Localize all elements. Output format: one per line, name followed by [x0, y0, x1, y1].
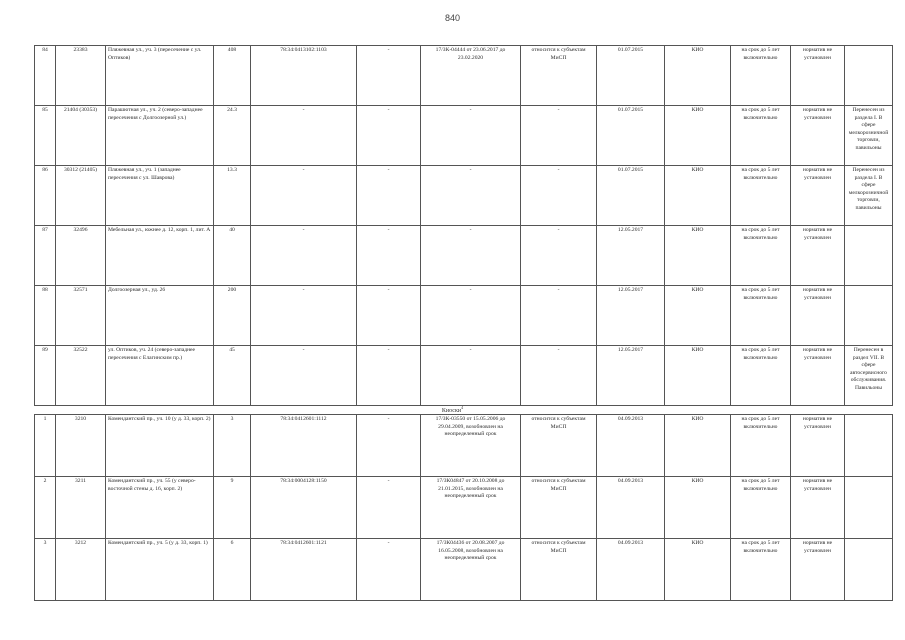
cell-contract: -	[421, 286, 521, 346]
cell-note	[845, 415, 893, 477]
cell-area: 24.3	[214, 106, 251, 166]
cell-cadastral-number: -	[251, 166, 357, 226]
cell-authority: КИО	[665, 166, 731, 226]
cell-term: на срок до 5 лет включительно	[731, 415, 791, 477]
page-number: 840	[444, 13, 461, 23]
cell-smsp-status: относится к субъектам МиСП	[521, 46, 597, 106]
cell-note	[845, 539, 893, 601]
cell-term: на срок до 5 лет включительно	[731, 477, 791, 539]
cell-smsp-status: относится к субъектам МиСП	[521, 415, 597, 477]
cell-area: 9	[214, 477, 251, 539]
cell-smsp-status: -	[521, 166, 597, 226]
top-table-row	[35, 46, 893, 106]
cell-registry-id: 32522	[56, 346, 106, 406]
cell-cadastral-number: -	[251, 106, 357, 166]
cell-address: Парашютная ул., уч. 2 (северо-западнее пересечения с Долгоозерной ул.)	[106, 106, 214, 166]
bottom-table-row	[35, 415, 893, 477]
cell-cadastral-number: -	[251, 226, 357, 286]
top-table-row	[35, 166, 893, 226]
section-label-text: Киоски	[441, 408, 462, 414]
cell-cadastral-number: -	[251, 346, 357, 406]
cell-term: на срок до 5 лет включительно	[731, 46, 791, 106]
cell-column-6: -	[357, 286, 421, 346]
cell-note	[845, 477, 893, 539]
cell-smsp-status: относится к субъектам МиСП	[521, 477, 597, 539]
cell-area: 45	[214, 346, 251, 406]
cell-inclusion-date: 04.09.2013	[597, 539, 665, 601]
cell-contract: 17/ЗК-03550 от 15.05.2006 до 29.04.2009, возобновлен на неопределенный срок	[421, 415, 521, 477]
cell-column-6: -	[357, 477, 421, 539]
cell-cadastral-number: 78:34:0004128:1150	[251, 477, 357, 539]
cell-column-6: -	[357, 226, 421, 286]
cell-registry-id: 30312 (21405)	[56, 166, 106, 226]
cell-address: Долгоозерная ул., уд. 26	[106, 286, 214, 346]
cell-norm: норматив не установлен	[791, 226, 845, 286]
cell-inclusion-date: 12.05.2017	[597, 346, 665, 406]
cell-address: Пляжевная ул., уч. 1 (западнее пересечения с ул. Шаврова)	[106, 166, 214, 226]
cell-contract: -	[421, 346, 521, 406]
cell-address: Комендантский пр., уч. 55 (у северо-восточной стены д. 16, корп. 2)	[106, 477, 214, 539]
top-table-row	[35, 346, 893, 406]
cell-contract: -	[421, 106, 521, 166]
cell-term: на срок до 5 лет включительно	[731, 286, 791, 346]
cell-registry-id: 32571	[56, 286, 106, 346]
cell-norm: норматив не установлен	[791, 346, 845, 406]
cell-address: Комендантский пр., уч. 10 (у д. 33, корп. 2)	[106, 415, 214, 477]
cell-column-6: -	[357, 166, 421, 226]
cell-inclusion-date: 04.09.2013	[597, 415, 665, 477]
cell-registry-id: 3211	[56, 477, 106, 539]
cell-address: ул. Оптиков, уч. 24 (северо-западнее пересечения с Елагинским пр.)	[106, 346, 214, 406]
cell-cadastral-number: 78:34:0412601:1112	[251, 415, 357, 477]
cell-note: Перенесен из раздела I. В сфере мелкорозничной торговли, павильоны	[845, 106, 893, 166]
cell-authority: КИО	[665, 539, 731, 601]
cell-registry-id: 21404 (30353)	[56, 106, 106, 166]
cell-norm: норматив не установлен	[791, 477, 845, 539]
cell-inclusion-date: 01.07.2015	[597, 46, 665, 106]
cell-column-6: -	[357, 346, 421, 406]
cell-norm: норматив не установлен	[791, 46, 845, 106]
cell-smsp-status: относится к субъектам МиСП	[521, 539, 597, 601]
cell-note: Перенесен в раздел VII. В сфере автосервисного обслуживания. Павильоны	[845, 346, 893, 406]
cell-inclusion-date: 01.07.2015	[597, 106, 665, 166]
cell-area: 408	[214, 46, 251, 106]
cell-term: на срок до 5 лет включительно	[731, 166, 791, 226]
cell-column-6: -	[357, 539, 421, 601]
cell-authority: КИО	[665, 346, 731, 406]
top-table-row	[35, 226, 893, 286]
cell-term: на срок до 5 лет включительно	[731, 106, 791, 166]
cell-term: на срок до 5 лет включительно	[731, 539, 791, 601]
cell-note: Перенесен из раздела I. В сфере мелкорозничной торговли, павильоны	[845, 166, 893, 226]
cell-authority: КИО	[665, 286, 731, 346]
cell-smsp-status: -	[521, 286, 597, 346]
bottom-table-row	[35, 539, 893, 601]
cell-smsp-status: -	[521, 226, 597, 286]
cell-norm: норматив не установлен	[791, 415, 845, 477]
cell-term: на срок до 5 лет включительно	[731, 346, 791, 406]
cell-row-number: 86	[35, 166, 56, 226]
cell-cadastral-number: -	[251, 286, 357, 346]
cell-row-number: 88	[35, 286, 56, 346]
cell-area: 13.3	[214, 166, 251, 226]
cell-area: 6	[214, 539, 251, 601]
cell-area: 200	[214, 286, 251, 346]
cell-contract: -	[421, 226, 521, 286]
cell-cadastral-number: 78:34:0412601:1121	[251, 539, 357, 601]
cell-note	[845, 286, 893, 346]
cell-authority: КИО	[665, 106, 731, 166]
cell-authority: КИО	[665, 226, 731, 286]
cell-norm: норматив не установлен	[791, 166, 845, 226]
cell-column-6: -	[357, 46, 421, 106]
section-label	[0, 405, 905, 414]
cell-column-6: -	[357, 415, 421, 477]
cell-norm: норматив не установлен	[791, 539, 845, 601]
cell-contract: -	[421, 166, 521, 226]
bottom-table-row	[35, 477, 893, 539]
cell-term: на срок до 5 лет включительно	[731, 226, 791, 286]
table-top	[34, 45, 893, 406]
cell-row-number: 2	[35, 477, 56, 539]
cell-note	[845, 46, 893, 106]
cell-registry-id: 3212	[56, 539, 106, 601]
cell-authority: КИО	[665, 477, 731, 539]
cell-inclusion-date: 12.05.2017	[597, 226, 665, 286]
cell-row-number: 89	[35, 346, 56, 406]
table-bottom	[34, 414, 893, 601]
cell-column-6: -	[357, 106, 421, 166]
cell-smsp-status: -	[521, 106, 597, 166]
cell-address: Комендантский пр., уч. 5 (у д. 33, корп. 1)	[106, 539, 214, 601]
cell-inclusion-date: 04.09.2013	[597, 477, 665, 539]
cell-area: 3	[214, 415, 251, 477]
cell-inclusion-date: 01.07.2015	[597, 166, 665, 226]
cell-registry-id: 32496	[56, 226, 106, 286]
cell-cadastral-number: 78:34:0413102:1103	[251, 46, 357, 106]
cell-row-number: 87	[35, 226, 56, 286]
section-label-footnote: 4	[461, 405, 464, 410]
cell-authority: КИО	[665, 415, 731, 477]
cell-authority: КИО	[665, 46, 731, 106]
cell-row-number: 85	[35, 106, 56, 166]
cell-contract: 17/ЗК04847 от 20.10.2008 до 21.01.2015, возобновлен на неопределенный срок	[421, 477, 521, 539]
top-table-row	[35, 286, 893, 346]
cell-norm: норматив не установлен	[791, 106, 845, 166]
cell-row-number: 3	[35, 539, 56, 601]
cell-row-number: 84	[35, 46, 56, 106]
cell-contract: 17/ЗК-04444 от 23.06.2017 до 23.02.2020	[421, 46, 521, 106]
cell-contract: 17/ЗК04436 от 20.08.2007 до 16.05.2008, возобновлен на неопределенный срок	[421, 539, 521, 601]
cell-row-number: 1	[35, 415, 56, 477]
top-table-row	[35, 106, 893, 166]
cell-registry-id: 3210	[56, 415, 106, 477]
cell-smsp-status: -	[521, 346, 597, 406]
cell-area: 40	[214, 226, 251, 286]
cell-inclusion-date: 12.05.2017	[597, 286, 665, 346]
cell-norm: норматив не установлен	[791, 286, 845, 346]
cell-address: Мебельная ул., южнее д. 12, корп. 1, лит. А	[106, 226, 214, 286]
cell-registry-id: 23383	[56, 46, 106, 106]
cell-address: Пляжевная ул., уч. 3 (пересечение с ул. Оптиков)	[106, 46, 214, 106]
cell-note	[845, 226, 893, 286]
